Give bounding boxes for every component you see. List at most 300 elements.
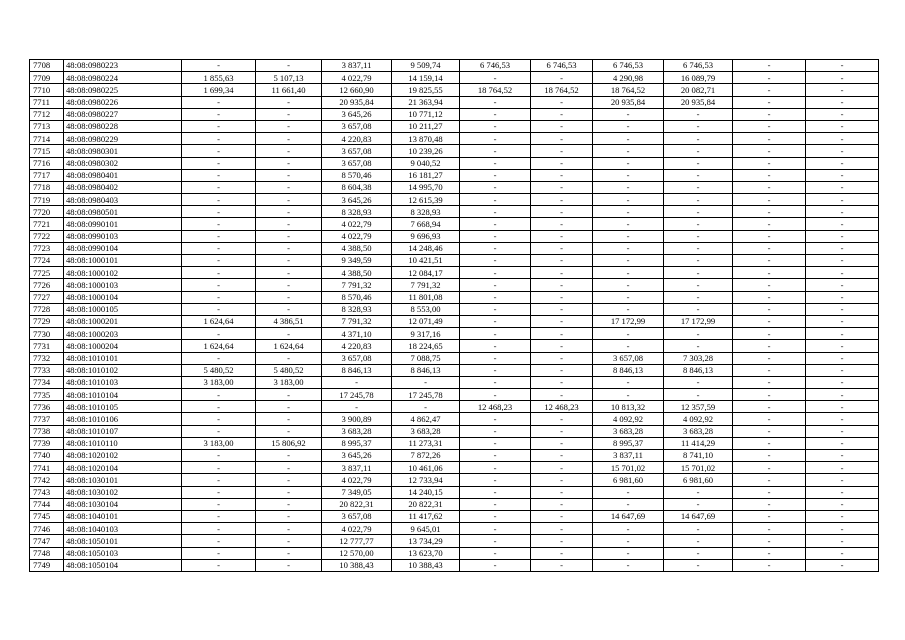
- row-number-cell: 7728: [30, 303, 64, 315]
- value-cell: 6 746,53: [593, 60, 664, 72]
- value-cell: 12 733,94: [392, 474, 460, 486]
- value-cell: -: [531, 145, 593, 157]
- table-row: [30, 60, 879, 72]
- value-cell: 9 349,59: [322, 255, 392, 267]
- value-cell: -: [664, 498, 733, 510]
- value-cell: -: [593, 498, 664, 510]
- value-cell: -: [806, 181, 879, 193]
- value-cell: 5 480,52: [182, 364, 256, 376]
- value-cell: -: [733, 108, 806, 120]
- cadastral-number-cell: 48:08:1040101: [64, 510, 182, 522]
- value-cell: -: [531, 169, 593, 181]
- value-cell: 18 764,52: [460, 84, 531, 96]
- value-cell: -: [664, 559, 733, 571]
- value-cell: -: [531, 340, 593, 352]
- value-cell: -: [460, 510, 531, 522]
- value-cell: -: [664, 535, 733, 547]
- value-cell: 7 303,28: [664, 352, 733, 364]
- row-number-cell: 7721: [30, 218, 64, 230]
- value-cell: -: [806, 547, 879, 559]
- cadastral-number-cell: 48:08:0980401: [64, 169, 182, 181]
- value-cell: 12 071,49: [392, 315, 460, 327]
- value-cell: -: [182, 291, 256, 303]
- value-cell: -: [733, 352, 806, 364]
- value-cell: -: [256, 486, 322, 498]
- value-cell: -: [806, 72, 879, 84]
- value-cell: 8 570,46: [322, 169, 392, 181]
- value-cell: -: [460, 547, 531, 559]
- value-cell: 1 624,64: [256, 340, 322, 352]
- table-row: [30, 108, 879, 120]
- value-cell: -: [531, 242, 593, 254]
- row-number-cell: 7718: [30, 181, 64, 193]
- value-cell: 3 683,28: [392, 425, 460, 437]
- value-cell: 18 224,65: [392, 340, 460, 352]
- value-cell: -: [256, 303, 322, 315]
- row-number-cell: 7726: [30, 279, 64, 291]
- value-cell: -: [182, 303, 256, 315]
- value-cell: -: [593, 303, 664, 315]
- value-cell: -: [733, 242, 806, 254]
- value-cell: 3 683,28: [322, 425, 392, 437]
- value-cell: -: [256, 498, 322, 510]
- value-cell: -: [256, 145, 322, 157]
- value-cell: 16 089,79: [664, 72, 733, 84]
- value-cell: -: [733, 145, 806, 157]
- value-cell: -: [460, 291, 531, 303]
- row-number-cell: 7722: [30, 230, 64, 242]
- value-cell: 20 822,31: [392, 498, 460, 510]
- value-cell: 20 822,31: [322, 498, 392, 510]
- value-cell: -: [460, 352, 531, 364]
- row-number-cell: 7749: [30, 559, 64, 571]
- value-cell: 20 082,71: [664, 84, 733, 96]
- row-number-cell: 7737: [30, 413, 64, 425]
- value-cell: -: [460, 181, 531, 193]
- value-cell: -: [531, 364, 593, 376]
- value-cell: -: [392, 401, 460, 413]
- value-cell: -: [593, 181, 664, 193]
- value-cell: -: [531, 352, 593, 364]
- value-cell: 8 846,13: [322, 364, 392, 376]
- cadastral-number-cell: 48:08:0980226: [64, 96, 182, 108]
- value-cell: -: [806, 364, 879, 376]
- value-cell: -: [733, 389, 806, 401]
- value-cell: -: [806, 157, 879, 169]
- value-cell: -: [593, 340, 664, 352]
- value-cell: -: [182, 389, 256, 401]
- value-cell: 3 657,08: [322, 352, 392, 364]
- row-number-cell: 7708: [30, 60, 64, 72]
- table-row: [30, 450, 879, 462]
- value-cell: -: [182, 535, 256, 547]
- value-cell: -: [664, 206, 733, 218]
- cadastral-number-cell: 48:08:1010102: [64, 364, 182, 376]
- value-cell: -: [531, 181, 593, 193]
- value-cell: -: [593, 218, 664, 230]
- value-cell: -: [593, 535, 664, 547]
- value-cell: -: [733, 462, 806, 474]
- value-cell: -: [531, 255, 593, 267]
- value-cell: -: [593, 267, 664, 279]
- value-cell: -: [460, 279, 531, 291]
- value-cell: -: [182, 120, 256, 132]
- value-cell: 9 509,74: [392, 60, 460, 72]
- value-cell: 4 386,51: [256, 315, 322, 327]
- table-row: [30, 498, 879, 510]
- value-cell: -: [460, 413, 531, 425]
- table-row: [30, 547, 879, 559]
- value-cell: -: [392, 376, 460, 388]
- value-cell: -: [733, 315, 806, 327]
- value-cell: -: [182, 413, 256, 425]
- value-cell: 10 388,43: [322, 559, 392, 571]
- value-cell: 7 791,32: [322, 279, 392, 291]
- value-cell: 8 846,13: [664, 364, 733, 376]
- table-row: [30, 145, 879, 157]
- row-number-cell: 7723: [30, 242, 64, 254]
- value-cell: -: [806, 389, 879, 401]
- value-cell: -: [806, 145, 879, 157]
- value-cell: -: [460, 486, 531, 498]
- value-cell: 8 741,10: [664, 450, 733, 462]
- value-cell: 10 813,32: [593, 401, 664, 413]
- value-cell: -: [182, 108, 256, 120]
- row-number-cell: 7734: [30, 376, 64, 388]
- value-cell: -: [593, 133, 664, 145]
- value-cell: -: [593, 194, 664, 206]
- row-number-cell: 7712: [30, 108, 64, 120]
- cadastral-number-cell: 48:08:0990101: [64, 218, 182, 230]
- cadastral-number-cell: 48:08:0980224: [64, 72, 182, 84]
- value-cell: -: [256, 255, 322, 267]
- value-cell: 21 363,94: [392, 96, 460, 108]
- value-cell: 13 623,70: [392, 547, 460, 559]
- cadastral-number-cell: 48:08:0990103: [64, 230, 182, 242]
- value-cell: -: [182, 145, 256, 157]
- value-cell: 8 995,37: [593, 437, 664, 449]
- value-cell: -: [733, 328, 806, 340]
- value-cell: -: [256, 425, 322, 437]
- value-cell: -: [593, 389, 664, 401]
- value-cell: -: [733, 450, 806, 462]
- value-cell: -: [256, 169, 322, 181]
- value-cell: 7 791,32: [322, 315, 392, 327]
- value-cell: -: [733, 401, 806, 413]
- value-cell: -: [460, 462, 531, 474]
- cadastral-number-cell: 48:08:1010105: [64, 401, 182, 413]
- value-cell: -: [460, 72, 531, 84]
- value-cell: 6 981,60: [664, 474, 733, 486]
- value-cell: -: [733, 510, 806, 522]
- cadastral-number-cell: 48:08:1050104: [64, 559, 182, 571]
- value-cell: 20 935,84: [322, 96, 392, 108]
- value-cell: -: [531, 315, 593, 327]
- value-cell: 7 791,32: [392, 279, 460, 291]
- cadastral-number-cell: 48:08:0980403: [64, 194, 182, 206]
- value-cell: 3 183,00: [256, 376, 322, 388]
- value-cell: -: [531, 474, 593, 486]
- value-cell: 9 645,01: [392, 523, 460, 535]
- value-cell: -: [806, 279, 879, 291]
- row-number-cell: 7747: [30, 535, 64, 547]
- value-cell: 11 661,40: [256, 84, 322, 96]
- value-cell: 12 777,77: [322, 535, 392, 547]
- value-cell: 3 657,08: [593, 352, 664, 364]
- value-cell: -: [733, 169, 806, 181]
- value-cell: -: [182, 96, 256, 108]
- value-cell: 8 328,93: [392, 206, 460, 218]
- value-cell: -: [664, 120, 733, 132]
- value-cell: -: [531, 376, 593, 388]
- value-cell: -: [460, 376, 531, 388]
- value-cell: -: [460, 96, 531, 108]
- value-cell: 12 357,59: [664, 401, 733, 413]
- value-cell: -: [182, 133, 256, 145]
- value-cell: -: [531, 194, 593, 206]
- value-cell: -: [733, 376, 806, 388]
- value-cell: -: [322, 401, 392, 413]
- value-cell: -: [531, 450, 593, 462]
- value-cell: -: [806, 450, 879, 462]
- cadastral-number-cell: 48:08:1000201: [64, 315, 182, 327]
- value-cell: -: [182, 267, 256, 279]
- cadastral-number-cell: 48:08:1010103: [64, 376, 182, 388]
- value-cell: -: [733, 523, 806, 535]
- value-cell: -: [593, 242, 664, 254]
- row-number-cell: 7719: [30, 194, 64, 206]
- value-cell: 9 696,93: [392, 230, 460, 242]
- table-row: [30, 474, 879, 486]
- row-number-cell: 7710: [30, 84, 64, 96]
- row-number-cell: 7711: [30, 96, 64, 108]
- value-cell: -: [460, 120, 531, 132]
- value-cell: 6 981,60: [593, 474, 664, 486]
- value-cell: -: [593, 230, 664, 242]
- value-cell: 8 553,00: [392, 303, 460, 315]
- value-cell: -: [256, 462, 322, 474]
- row-number-cell: 7724: [30, 255, 64, 267]
- value-cell: -: [531, 72, 593, 84]
- value-cell: 8 846,13: [392, 364, 460, 376]
- value-cell: -: [733, 267, 806, 279]
- value-cell: 3 900,89: [322, 413, 392, 425]
- row-number-cell: 7738: [30, 425, 64, 437]
- value-cell: -: [256, 559, 322, 571]
- row-number-cell: 7715: [30, 145, 64, 157]
- value-cell: -: [182, 401, 256, 413]
- value-cell: 12 084,17: [392, 267, 460, 279]
- cadastral-number-cell: 48:08:1010106: [64, 413, 182, 425]
- value-cell: -: [733, 194, 806, 206]
- value-cell: -: [593, 291, 664, 303]
- value-cell: 3 183,00: [182, 437, 256, 449]
- value-cell: 1 699,34: [182, 84, 256, 96]
- value-cell: -: [182, 510, 256, 522]
- table-row: [30, 437, 879, 449]
- value-cell: 12 468,23: [460, 401, 531, 413]
- value-cell: 4 388,50: [322, 242, 392, 254]
- value-cell: -: [806, 535, 879, 547]
- value-cell: -: [806, 133, 879, 145]
- value-cell: -: [593, 206, 664, 218]
- table-row: [30, 413, 879, 425]
- value-cell: -: [806, 96, 879, 108]
- row-number-cell: 7731: [30, 340, 64, 352]
- table-row: [30, 401, 879, 413]
- value-cell: -: [733, 364, 806, 376]
- value-cell: -: [182, 230, 256, 242]
- value-cell: -: [733, 498, 806, 510]
- cadastral-number-cell: 48:08:1010101: [64, 352, 182, 364]
- row-number-cell: 7743: [30, 486, 64, 498]
- value-cell: 10 421,51: [392, 255, 460, 267]
- value-cell: 8 328,93: [322, 206, 392, 218]
- value-cell: 10 771,12: [392, 108, 460, 120]
- value-cell: -: [733, 120, 806, 132]
- value-cell: 18 764,52: [531, 84, 593, 96]
- value-cell: -: [664, 145, 733, 157]
- value-cell: 10 211,27: [392, 120, 460, 132]
- table-row: [30, 84, 879, 96]
- value-cell: 14 647,69: [593, 510, 664, 522]
- value-cell: -: [182, 498, 256, 510]
- row-number-cell: 7727: [30, 291, 64, 303]
- row-number-cell: 7729: [30, 315, 64, 327]
- value-cell: 4 022,79: [322, 230, 392, 242]
- value-cell: -: [460, 218, 531, 230]
- value-cell: 3 683,28: [664, 425, 733, 437]
- value-cell: 3 837,11: [593, 450, 664, 462]
- value-cell: -: [182, 486, 256, 498]
- value-cell: 10 461,06: [392, 462, 460, 474]
- value-cell: -: [531, 157, 593, 169]
- value-cell: -: [182, 255, 256, 267]
- value-cell: -: [806, 498, 879, 510]
- value-cell: -: [733, 157, 806, 169]
- value-cell: 13 734,29: [392, 535, 460, 547]
- value-cell: -: [531, 133, 593, 145]
- table-row: [30, 364, 879, 376]
- value-cell: -: [256, 535, 322, 547]
- value-cell: 4 022,79: [322, 523, 392, 535]
- table-row: [30, 523, 879, 535]
- value-cell: -: [593, 157, 664, 169]
- value-cell: 8 570,46: [322, 291, 392, 303]
- value-cell: -: [182, 523, 256, 535]
- value-cell: -: [806, 108, 879, 120]
- cadastral-number-cell: 48:08:1000204: [64, 340, 182, 352]
- value-cell: -: [806, 120, 879, 132]
- value-cell: -: [806, 510, 879, 522]
- row-number-cell: 7740: [30, 450, 64, 462]
- value-cell: 15 701,02: [593, 462, 664, 474]
- value-cell: -: [460, 315, 531, 327]
- value-cell: -: [460, 523, 531, 535]
- value-cell: 6 746,53: [531, 60, 593, 72]
- value-cell: -: [806, 255, 879, 267]
- value-cell: -: [733, 279, 806, 291]
- value-cell: -: [806, 315, 879, 327]
- value-cell: -: [733, 206, 806, 218]
- value-cell: -: [593, 145, 664, 157]
- row-number-cell: 7739: [30, 437, 64, 449]
- value-cell: -: [182, 279, 256, 291]
- value-cell: -: [256, 389, 322, 401]
- value-cell: -: [733, 486, 806, 498]
- value-cell: -: [256, 60, 322, 72]
- value-cell: -: [593, 486, 664, 498]
- value-cell: -: [460, 425, 531, 437]
- value-cell: -: [593, 559, 664, 571]
- cadastral-number-cell: 48:08:1030101: [64, 474, 182, 486]
- value-cell: -: [531, 486, 593, 498]
- value-cell: -: [256, 96, 322, 108]
- cadastral-number-cell: 48:08:1050101: [64, 535, 182, 547]
- value-cell: -: [806, 84, 879, 96]
- value-cell: -: [256, 352, 322, 364]
- table-row: [30, 389, 879, 401]
- table-row: [30, 315, 879, 327]
- value-cell: -: [460, 157, 531, 169]
- value-cell: -: [531, 462, 593, 474]
- table-row: [30, 535, 879, 547]
- value-cell: -: [806, 523, 879, 535]
- value-cell: -: [806, 169, 879, 181]
- value-cell: -: [806, 60, 879, 72]
- value-cell: -: [593, 169, 664, 181]
- value-cell: -: [256, 523, 322, 535]
- value-cell: -: [531, 218, 593, 230]
- value-cell: 17 245,78: [322, 389, 392, 401]
- value-cell: -: [664, 133, 733, 145]
- cadastral-number-cell: 48:08:1000102: [64, 267, 182, 279]
- value-cell: 3 657,08: [322, 157, 392, 169]
- value-cell: -: [531, 120, 593, 132]
- cadastral-number-cell: 48:08:1030104: [64, 498, 182, 510]
- value-cell: -: [256, 413, 322, 425]
- value-cell: 20 935,84: [664, 96, 733, 108]
- table-row: [30, 230, 879, 242]
- cadastral-number-cell: 48:08:1050103: [64, 547, 182, 559]
- table-row: [30, 96, 879, 108]
- value-cell: -: [733, 84, 806, 96]
- value-cell: -: [256, 120, 322, 132]
- value-cell: 19 825,55: [392, 84, 460, 96]
- value-cell: -: [531, 425, 593, 437]
- value-cell: 4 092,92: [593, 413, 664, 425]
- value-cell: -: [664, 108, 733, 120]
- value-cell: -: [664, 340, 733, 352]
- value-cell: -: [664, 242, 733, 254]
- value-cell: -: [256, 133, 322, 145]
- cadastral-number-cell: 48:08:0980301: [64, 145, 182, 157]
- table-row: [30, 352, 879, 364]
- value-cell: 4 092,92: [664, 413, 733, 425]
- value-cell: -: [531, 291, 593, 303]
- value-cell: -: [593, 279, 664, 291]
- value-cell: 11 273,31: [392, 437, 460, 449]
- value-cell: -: [531, 498, 593, 510]
- row-number-cell: 7725: [30, 267, 64, 279]
- value-cell: 14 647,69: [664, 510, 733, 522]
- value-cell: -: [733, 60, 806, 72]
- table-row: [30, 279, 879, 291]
- value-cell: -: [460, 328, 531, 340]
- cadastral-number-cell: 48:08:1000104: [64, 291, 182, 303]
- table-row: [30, 242, 879, 254]
- row-number-cell: 7746: [30, 523, 64, 535]
